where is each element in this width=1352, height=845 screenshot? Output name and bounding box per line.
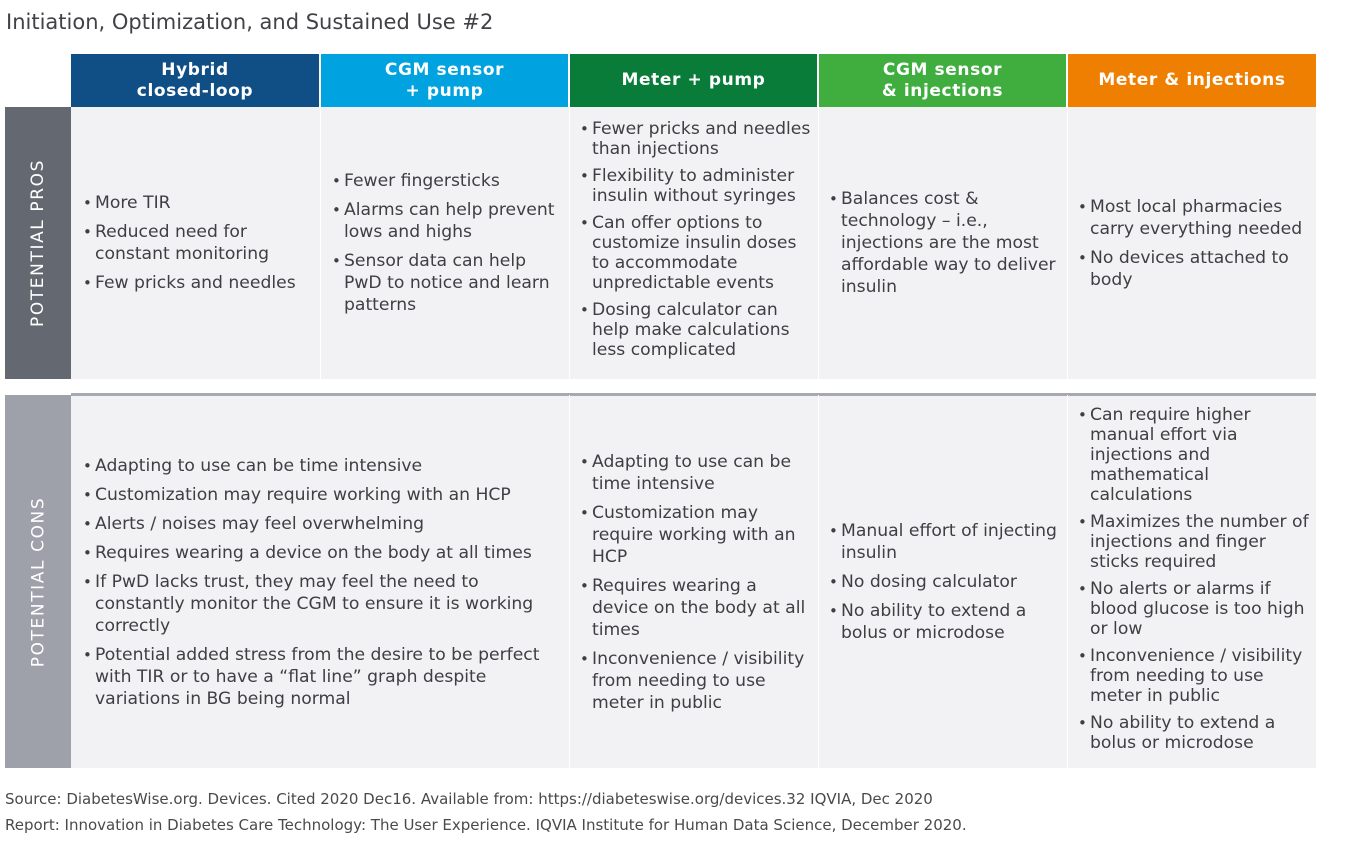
list-item: • Can offer options to customize insulin doses to accommodate unpredictable events	[580, 213, 814, 293]
cons-cell-meter-pump	[580, 396, 812, 768]
column-header-meter-pump	[570, 54, 819, 107]
column-divider	[569, 107, 570, 379]
column-header-hybrid-closed-loop	[71, 54, 321, 107]
pros-cell-meter-injections	[1078, 107, 1310, 379]
column-header-cgm-sensor-pump	[321, 54, 570, 107]
list-item: • No ability to extend a bolus or microdose	[1078, 713, 1312, 753]
page-title: Initiation, Optimization, and Sustained Use #2	[6, 10, 494, 34]
header-line: Hybrid	[161, 59, 229, 80]
cons-cell-meter-injections	[1078, 396, 1312, 768]
list-item: • No alerts or alarms if blood glucose is too high or low	[1078, 579, 1312, 639]
header-line: CGM sensor	[882, 59, 1003, 80]
column-header-meter-injections	[1068, 54, 1316, 107]
list-item: • More TIR	[83, 192, 319, 214]
list-item: • Maximizes the number of injections and finger sticks required	[1078, 512, 1312, 572]
pros-cell-meter-pump	[580, 107, 814, 379]
list-item: • Balances cost & technology – i.e., injections are the most affordable way to deliver insulin	[829, 188, 1061, 298]
pros-cell-hybrid-closed-loop	[83, 107, 319, 379]
list-item: • Few pricks and needles	[83, 272, 319, 294]
list-item: • Flexibility to administer insulin without syringes	[580, 166, 814, 206]
list-item: • Adapting to use can be time intensive	[580, 451, 812, 495]
bullet-list	[1078, 405, 1312, 760]
list-item: • Inconvenience / visibility from needing to use meter in public	[580, 648, 812, 714]
list-item: • Manual effort of injecting insulin	[829, 520, 1061, 564]
source-line-2: Report: Innovation in Diabetes Care Technology: The User Experience. IQVIA Institute for Human Data Science, December 2020.	[5, 816, 967, 834]
list-item: • Potential added stress from the desire to be perfect with TIR or to have a “flat line” graph despite variations in BG being normal	[83, 644, 565, 710]
bullet-list	[83, 455, 565, 710]
header-line: & injections	[881, 80, 1004, 101]
header-line: closed-loop	[136, 80, 254, 101]
header-line: Meter + pump	[621, 70, 766, 90]
pros-cell-cgm-sensor-pump	[332, 107, 564, 379]
row-divider	[71, 379, 1316, 382]
column-divider	[818, 395, 819, 768]
bullet-list	[829, 520, 1061, 644]
source-line-1: Source: DiabetesWise.org. Devices. Cited 2020 Dec16. Available from: https://diabeteswise.org/devices.32 IQVIA, Dec 2020	[5, 790, 933, 808]
pros-cell-cgm-sensor-injections	[829, 107, 1061, 379]
list-item: • Alarms can help prevent lows and highs	[332, 199, 564, 243]
cons-cell-hybrid-and-cgm-pump	[83, 396, 565, 768]
list-item: • No ability to extend a bolus or microdose	[829, 600, 1061, 644]
list-item: • If PwD lacks trust, they may feel the need to constantly monitor the CGM to ensure it is working correctly	[83, 571, 565, 637]
list-item: • Requires wearing a device on the body at all times	[580, 575, 812, 641]
header-line: Meter & injections	[1098, 70, 1286, 90]
header-line: + pump	[405, 80, 484, 101]
bullet-list	[332, 170, 564, 316]
list-item: • Requires wearing a device on the body at all times	[83, 542, 565, 564]
list-item: • Fewer fingersticks	[332, 170, 564, 192]
list-item: • No dosing calculator	[829, 571, 1061, 593]
list-item: • Sensor data can help PwD to notice and learn patterns	[332, 250, 564, 316]
bullet-list	[580, 451, 812, 714]
list-item: • Customization may require working with an HCP	[580, 502, 812, 568]
list-item: • Alerts / noises may feel overwhelming	[83, 513, 565, 535]
column-divider	[1067, 107, 1068, 379]
list-item: • Most local pharmacies carry everything needed	[1078, 196, 1310, 240]
list-item: • Adapting to use can be time intensive	[83, 455, 565, 477]
row-label-pros	[5, 107, 71, 379]
list-item: • No devices attached to body	[1078, 247, 1310, 291]
column-divider	[569, 395, 570, 768]
column-header-cgm-sensor-injections	[819, 54, 1068, 107]
row-label-text: POTENTIAL CONS	[28, 496, 49, 667]
bullet-list	[83, 192, 319, 294]
list-item: • Fewer pricks and needles than injections	[580, 119, 814, 159]
list-item: • Reduced need for constant monitoring	[83, 221, 319, 265]
cons-cell-cgm-sensor-injections	[829, 396, 1061, 768]
list-item: • Inconvenience / visibility from needing to use meter in public	[1078, 646, 1312, 706]
column-divider	[818, 107, 819, 379]
bullet-list	[580, 119, 814, 367]
bullet-list	[1078, 196, 1310, 291]
row-label-text: POTENTIAL PROS	[28, 158, 49, 328]
list-item: • Dosing calculator can help make calculations less complicated	[580, 300, 814, 360]
bullet-list	[829, 188, 1061, 298]
list-item: • Customization may require working with an HCP	[83, 484, 565, 506]
header-line: CGM sensor	[384, 59, 505, 80]
column-divider	[1067, 395, 1068, 768]
row-label-cons	[5, 395, 71, 768]
list-item: • Can require higher manual effort via injections and mathematical calculations	[1078, 405, 1312, 505]
column-divider	[320, 107, 321, 379]
